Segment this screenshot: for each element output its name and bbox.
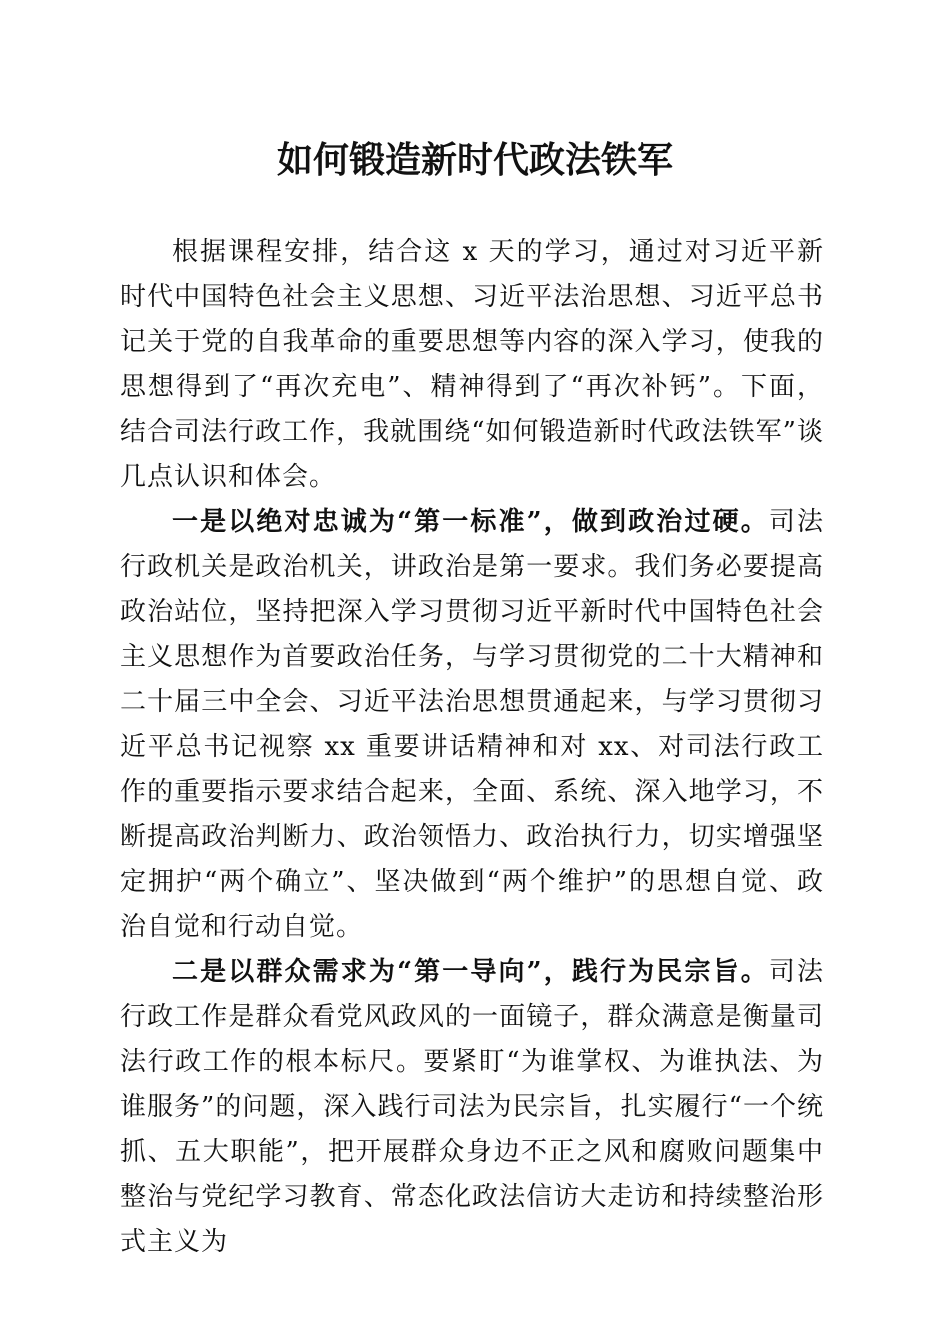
paragraph-text: 司法行政工作是群众看党风政风的一面镜子，群众满意是衡量司法行政工作的根本标尺。要紧盯“为谁掌权、为谁执法、为谁服务”的问题，深入践行司法为民宗旨，扎实履行“一个统抓、五大职能”，把开展群众身边不正之风和腐败问题集中整治与党纪学习教育、常态化政法信访大走访和持续整治形式主义为	[120, 957, 824, 1257]
paragraph-lead: 二是以群众需求为“第一导向”，践行为民宗旨。	[172, 957, 769, 987]
document-body	[120, 230, 824, 1265]
paragraph-text: 根据课程安排，结合这 x 天的学习，通过对习近平新时代中国特色社会主义思想、习近平法治思想、习近平总书记关于党的自我革命的重要思想等内容的深入学习，使我的思想得到了“再次充电”、精神得到了“再次补钙”。下面，结合司法行政工作，我就围绕“如何锻造新时代政法铁军”谈几点认识和体会。	[120, 237, 824, 492]
paragraph-intro	[120, 230, 824, 500]
paragraph-point-one	[120, 500, 824, 950]
paragraph-text: 司法行政机关是政治机关，讲政治是第一要求。我们务必要提高政治站位，坚持把深入学习贯彻习近平新时代中国特色社会主义思想作为首要政治任务，与学习贯彻党的二十大精神和二十届三中全会、习近平法治思想贯通起来，与学习贯彻习近平总书记视察 xx 重要讲话精神和对 xx、对司法行政工作的重要指示要求结合起来，全面、系统、深入地学习，不断提高政治判断力、政治领悟力、政治执行力，切实增强坚定拥护“两个确立”、坚决做到“两个维护”的思想自觉、政治自觉和行动自觉。	[120, 507, 824, 942]
document-title: 如何锻造新时代政法铁军	[276, 139, 673, 181]
paragraph-point-two	[120, 950, 824, 1265]
paragraph-lead: 一是以绝对忠诚为“第一标准”，做到政治过硬。	[172, 507, 769, 537]
